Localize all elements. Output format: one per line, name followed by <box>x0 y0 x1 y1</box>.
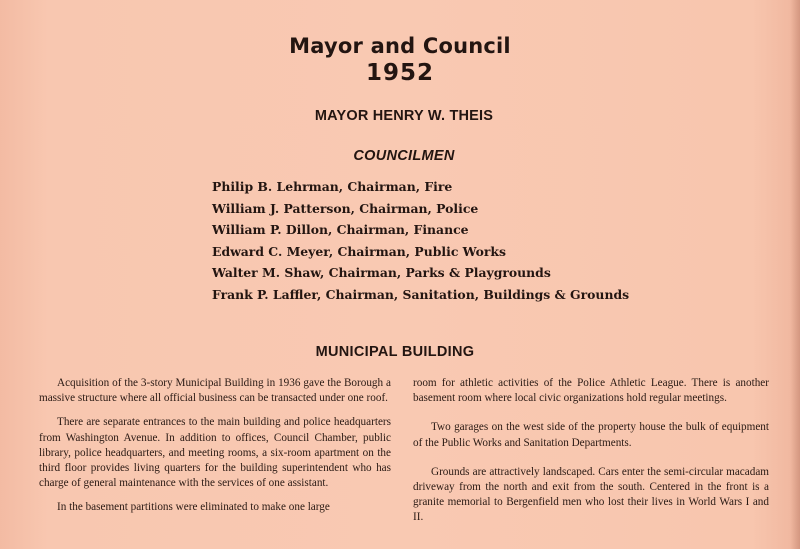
councilman-entry: Walter M. Shaw, Chairman, Parks & Playgrounds <box>212 265 551 281</box>
paragraph: There are separate entrances to the main building and police headquarters from Washington Avenue. In addition to offices, Council Chamber, public library, police headquarters, and meeting rooms, a six-room apartment on the third floor provides living quarters for the building superintendent who has charge of general maintenance with the services of one assistant. <box>39 416 391 490</box>
paragraph: Grounds are attractively landscaped. Cars enter the semi-circular macadam driveway from the north and exit from the south. Centered in the front is a granite memorial to Bergenfield men who lost their lives in World Wars I and II. <box>413 465 769 524</box>
paragraph: In the basement partitions were eliminated to make one large <box>57 501 330 514</box>
councilman-entry: Frank P. Laffler, Chairman, Sanitation, Buildings & Grounds <box>212 286 630 302</box>
paragraph: Two garages on the west side of the property house the bulk of equipment of the Public Works and Sanitation Departments. <box>413 421 769 449</box>
paragraph: room for athletic activities of the Police Athletic League. There is another basement room where local civic organizations hold regular meetings. <box>413 377 769 405</box>
councilman-entry: William J. Patterson, Chairman, Police <box>212 200 479 216</box>
paragraph: Acquisition of the 3-story Municipal Building in 1936 gave the Borough a massive structure where all official business can be transacted under one roof. <box>39 377 391 405</box>
page-year: 1952 <box>365 60 434 86</box>
municipal-building-heading: MUNICIPAL BUILDING <box>315 344 475 360</box>
right-text-column <box>413 376 769 535</box>
left-text-column <box>39 376 391 525</box>
councilman-entry: William P. Dillon, Chairman, Finance <box>212 222 469 238</box>
councilman-entry: Philip B. Lehrman, Chairman, Fire <box>212 179 453 194</box>
mayor-name: MAYOR HENRY W. THEIS <box>314 108 494 124</box>
page-title: Mayor and Council <box>289 34 511 58</box>
councilman-entry: Edward C. Meyer, Chairman, Public Works <box>212 243 506 259</box>
councilmen-list <box>212 176 629 306</box>
councilmen-heading: COUNCILMEN <box>353 148 455 164</box>
